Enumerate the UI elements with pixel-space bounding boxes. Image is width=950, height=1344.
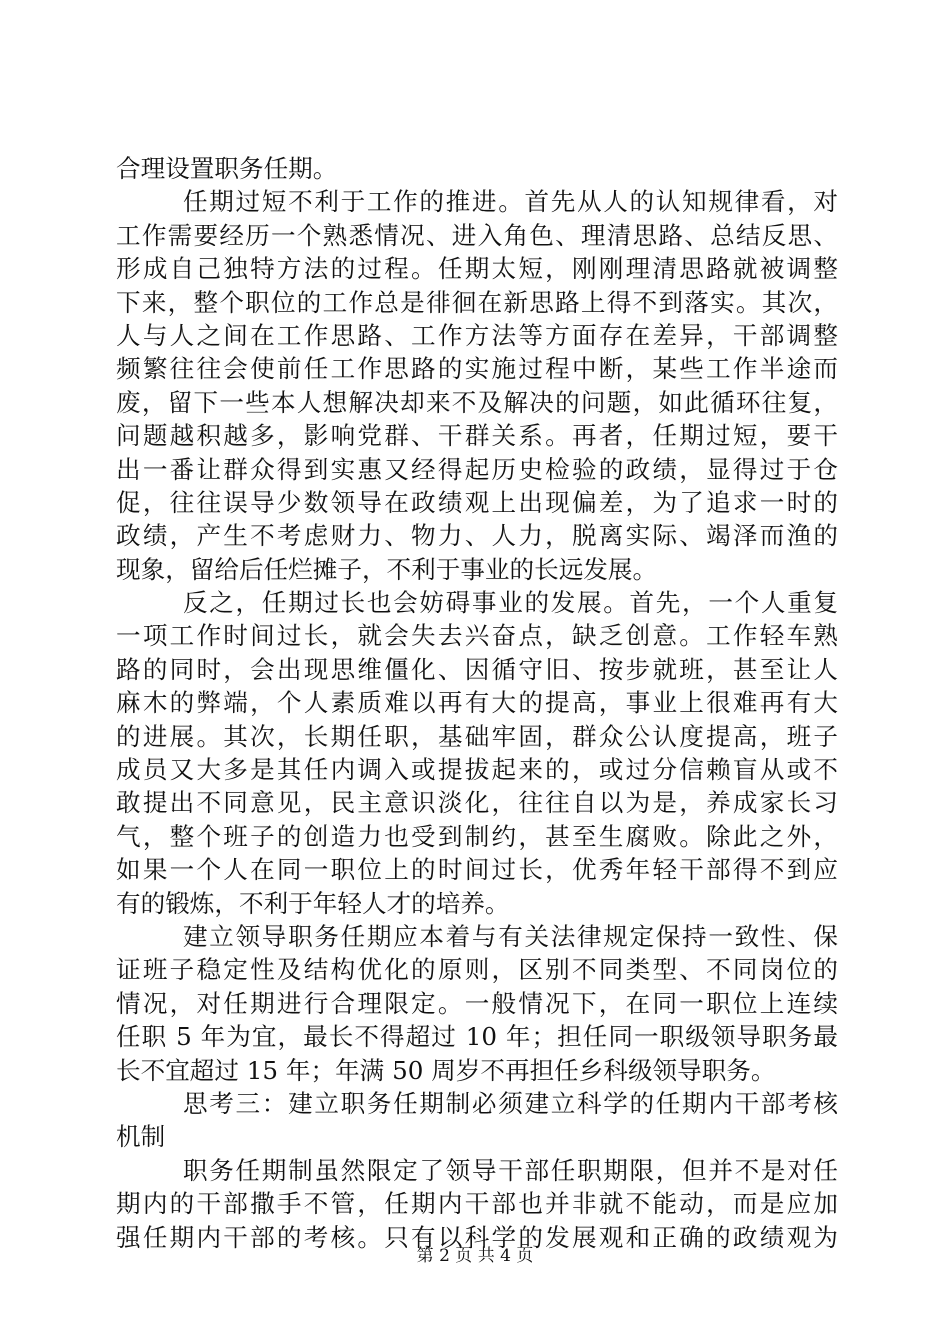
text-line: 情况，对任期进行合理限定。一般情况下，在同一职位上连续 [116,988,838,1018]
text-line: 形成自己独特方法的过程。任期太短，刚刚理清思路就被调整 [116,254,838,284]
text-line: 路的同时，会出现思维僵化、因循守旧、按步就班，甚至让人 [116,654,838,684]
document-body [116,152,838,1254]
text-line: 问题越积越多，影响党群、干群关系。再者，任期过短，要干 [116,421,838,451]
page-footer: 第 2 页 共 4 页 [416,1246,534,1266]
text-line: 反之，任期过长也会妨碍事业的发展。首先，一个人重复 [183,588,838,618]
text-line: 促，往往误导少数领导在政绩观上出现偏差，为了追求一时的 [116,487,838,517]
text-line: 职务任期制虽然限定了领导干部任职期限，但并不是对任 [183,1155,838,1185]
text-line: 的进展。其次，长期任职，基础牢固，群众公认度提高，班子 [116,721,838,751]
text-line: 下来，整个职位的工作总是徘徊在新思路上得不到落实。其次， [116,287,838,317]
text-line: 强任期内干部的考核。只有以科学的发展观和正确的政绩观为 [116,1222,838,1252]
text-line: 气，整个班子的创造力也受到制约，甚至生腐败。除此之外， [116,821,838,851]
text-line: 思考三：建立职务任期制必须建立科学的任期内干部考核 [183,1088,838,1118]
text-line: 敢提出不同意见，民主意识淡化，往往自以为是，养成家长习 [116,788,838,818]
text-line: 现象，留给后任烂摊子，不利于事业的长远发展。 [116,554,658,584]
text-line: 出一番让群众得到实惠又经得起历史检验的政绩，显得过于仓 [116,454,838,484]
text-line: 一项工作时间过长，就会失去兴奋点，缺乏创意。工作轻车熟 [116,621,838,651]
text-line: 建立领导职务任期应本着与有关法律规定保持一致性、保 [183,921,838,951]
text-line: 麻木的弊端，个人素质难以再有大的提高，事业上很难再有大 [116,688,838,718]
text-line: 证班子稳定性及结构优化的原则，区别不同类型、不同岗位的 [116,955,838,985]
text-line: 政绩，产生不考虑财力、物力、人力，脱离实际、竭泽而渔的 [116,521,838,551]
text-line: 有的锻炼，不利于年轻人才的培养。 [116,888,510,918]
text-line: 任职 5 年为宜，最长不得超过 10 年；担任同一职级领导职务最 [116,1022,838,1052]
text-line: 机制 [116,1122,166,1152]
text-line: 如果一个人在同一职位上的时间过长，优秀年轻干部得不到应 [116,855,838,885]
text-line: 合理设置职务任期。 [116,154,338,183]
text-line: 人与人之间在工作思路、工作方法等方面存在差异，干部调整 [116,320,838,350]
text-line: 频繁往往会使前任工作思路的实施过程中断，某些工作半途而 [116,354,838,384]
text-line: 长不宜超过 15 年；年满 50 周岁不再担任乡科级领导职务。 [116,1055,776,1085]
text-line: 成员又大多是其任内调入或提拔起来的，或过分信赖盲从或不 [116,755,838,785]
text-line: 工作需要经历一个熟悉情况、进入角色、理清思路、总结反思、 [116,220,838,250]
text-line: 任期过短不利于工作的推进。首先从人的认知规律看，对 [183,187,838,217]
text-line: 废，留下一些本人想解决却来不及解决的问题，如此循环往复， [116,387,838,417]
text-line: 期内的干部撒手不管，任期内干部也并非就不能动，而是应加 [116,1189,838,1219]
